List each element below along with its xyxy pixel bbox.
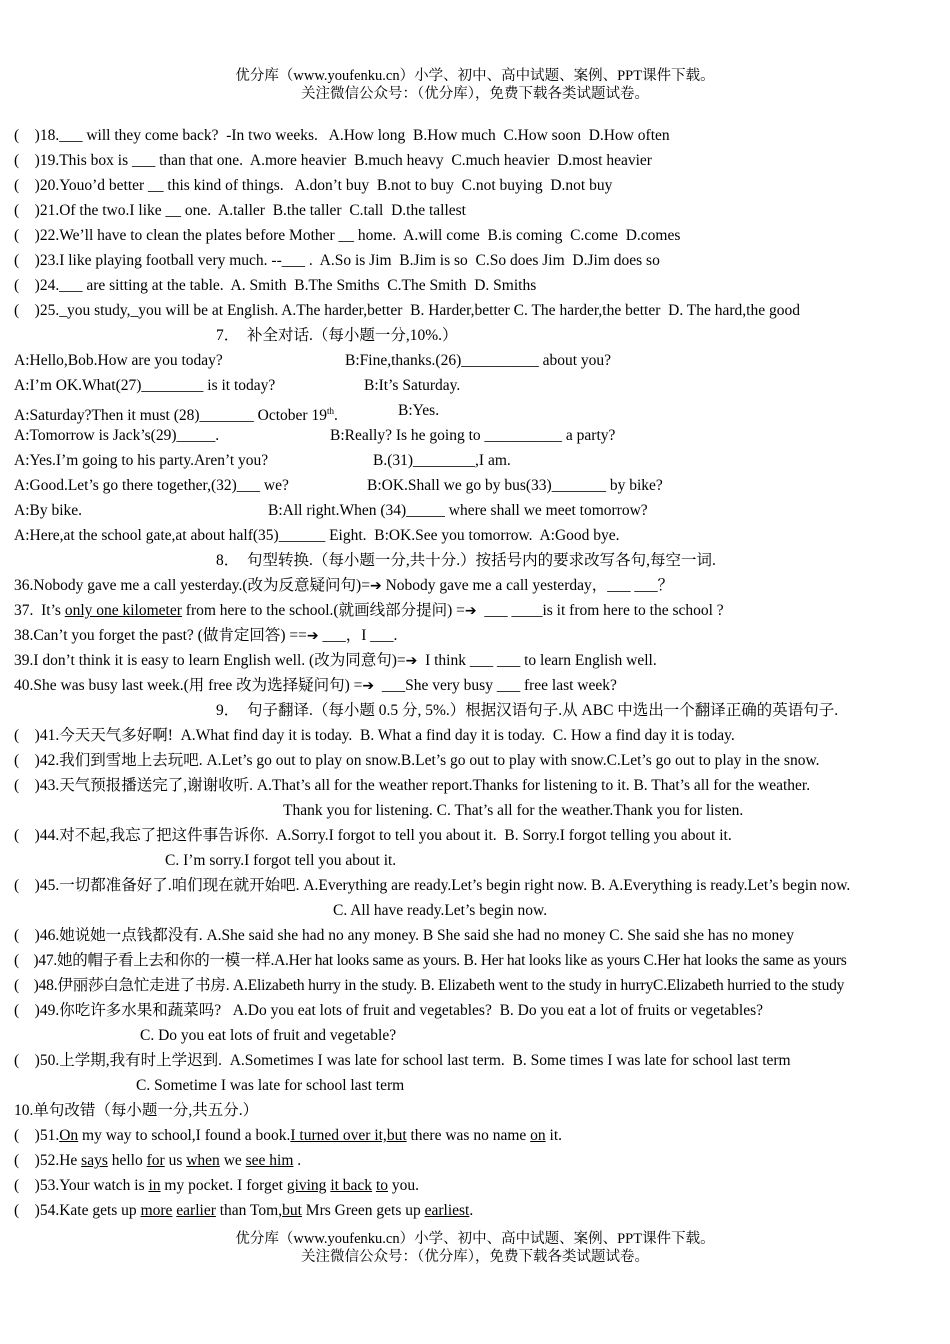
question-49-cont: C. Do you eat lots of fruit and vegetable? bbox=[140, 1027, 397, 1044]
question-48: ( )48.伊丽莎白急忙走进了书房. A.Elizabeth hurry in the study. B. Elizabeth went to the study in hurryC.Elizabeth hurried to the study bbox=[14, 977, 845, 994]
section-8-heading: 8． 句型转换.（每小题一分,共十分.）按括号内的要求改写各句,每空一词. bbox=[216, 552, 716, 569]
question-45-cont: C. All have ready.Let’s begin now. bbox=[333, 902, 548, 919]
footer-line-1: 优分库（www.youfenku.cn）小学、初中、高中试题、案例、PPT课件下载。 bbox=[235, 1231, 715, 1247]
dialog-b-3: B:Yes. bbox=[398, 402, 440, 419]
question-19: ( )19.This box is ___ than that one. A.more heavier B.much heavy C.much heavier D.most heavier bbox=[14, 152, 652, 169]
dialog-a-5: A:Yes.I’m going to his party.Aren’t you? bbox=[14, 452, 269, 469]
question-21: ( )21.Of the two.I like __ one. A.taller B.the taller C.tall D.the tallest bbox=[14, 202, 466, 219]
question-50-cont: C. Sometime I was late for school last term bbox=[136, 1077, 405, 1094]
question-52: ( )52.He says hello for us when we see him . bbox=[14, 1152, 302, 1169]
section-10-heading: 10.单句改错（每小题一分,共五分.） bbox=[14, 1102, 259, 1119]
question-43-cont: Thank you for listening. C. That’s all for the weather.Thank you for listen. bbox=[283, 802, 744, 819]
section-7-heading: 7． 补全对话.（每小题一分,10%.） bbox=[216, 327, 458, 344]
arrow-icon: ➔ bbox=[362, 678, 375, 694]
dialog-b-4: B:Really? Is he going to __________ a party? bbox=[330, 427, 616, 444]
question-37: 37. It’s only one kilometer from here to the school.(就画线部分提问) =➔ ___ ____is it from here to the school ? bbox=[14, 602, 724, 619]
question-36: 36.Nobody gave me a call yesterday.(改为反意疑问句)=➔ Nobody gave me a call yesterday，___ ___？ bbox=[14, 577, 674, 594]
question-23: ( )23.I like playing football very much. --___ . A.So is Jim B.Jim is so C.So does Jim D.Jim does so bbox=[14, 252, 660, 269]
dialog-b-1: B:Fine,thanks.(26)__________ about you? bbox=[345, 352, 612, 369]
question-45: ( )45.一切都准备好了.咱们现在就开始吧. A.Everything are ready.Let’s begin right now. B. A.Everything is ready.Let’s begin now. bbox=[14, 877, 851, 894]
question-22: ( )22.We’ll have to clean the plates before Mother __ home. A.will come B.is coming C.come D.comes bbox=[14, 227, 681, 244]
question-18: ( )18.___ will they come back? -In two weeks. A.How long B.How much C.How soon D.How often bbox=[14, 127, 670, 144]
question-25: ( )25._you study,_you will be at English. A.The harder,better B. Harder,better C. The harder,the better D. The hard,the good bbox=[14, 302, 800, 319]
question-43: ( )43.天气预报播送完了,谢谢收听. A.That’s all for the weather report.Thanks for listening to it. B. That’s all for the weather. bbox=[14, 777, 811, 794]
dialog-a-4: A:Tomorrow is Jack’s(29)_____. bbox=[14, 427, 220, 444]
question-50: ( )50.上学期,我有时上学迟到. A.Sometimes I was late for school last term. B. Some times I was late for school last term bbox=[14, 1052, 791, 1069]
header-line-2: 关注微信公众号：（优分库），免费下载各类试题试卷。 bbox=[301, 86, 649, 102]
question-41: ( )41.今天天气多好啊! A.What find day it is today. B. What a find day it is today. C. How a find day it is today. bbox=[14, 727, 735, 744]
question-54: ( )54.Kate gets up more earlier than Tom,but Mrs Green gets up earliest. bbox=[14, 1202, 474, 1219]
question-46: ( )46.她说她一点钱都没有. A.She said she had no any money. B She said she had no money C. She said she has no money bbox=[14, 927, 794, 944]
question-39: 39.I don’t think it is easy to learn English well. (改为同意句)=➔ I think ___ ___ to learn English well. bbox=[14, 652, 657, 669]
dialog-a-1: A:Hello,Bob.How are you today? bbox=[14, 352, 223, 369]
question-38: 38.Can’t you forget the past? (做肯定回答) ==➔ ___，I ___. bbox=[14, 627, 398, 644]
arrow-icon: ➔ bbox=[405, 653, 418, 669]
question-51: ( )51.On my way to school,I found a book.I turned over it,but there was no name on it. bbox=[14, 1127, 563, 1144]
dialog-a-6: A:Good.Let’s go there together,(32)___ we? bbox=[14, 477, 289, 494]
dialog-a-8: A:Here,at the school gate,at about half(35)______ Eight. B:OK.See you tomorrow. A:Good bye. bbox=[14, 527, 620, 544]
question-53: ( )53.Your watch is in my pocket. I forget giving it back to you. bbox=[14, 1177, 419, 1194]
footer-line-2: 关注微信公众号：（优分库），免费下载各类试题试卷。 bbox=[301, 1249, 649, 1265]
dialog-b-5: B.(31)________,I am. bbox=[373, 452, 511, 469]
question-44-cont: C. I’m sorry.I forgot tell you about it. bbox=[165, 852, 397, 869]
dialog-b-7: B:All right.When (34)_____ where shall we meet tomorrow? bbox=[268, 502, 648, 519]
question-42: ( )42.我们到雪地上去玩吧. A.Let’s go out to play on snow.B.Let’s go out to play with snow.C.Let’s go out to play in the snow. bbox=[14, 752, 820, 769]
dialog-b-2: B:It’s Saturday. bbox=[364, 377, 461, 394]
question-20: ( )20.Youo’d better __ this kind of things. A.don’t buy B.not to buy C.not buying D.not buy bbox=[14, 177, 613, 194]
question-40: 40.She was busy last week.(用 free 改为选择疑问句) =➔ ___She very busy ___ free last week? bbox=[14, 677, 617, 694]
dialog-a-3: A:Saturday?Then it must (28)_______ October 19th. bbox=[14, 406, 338, 425]
dialog-a-7: A:By bike. bbox=[14, 502, 83, 519]
question-47: ( )47.她的帽子看上去和你的一模一样.A.Her hat looks same as yours. B. Her hat looks like as yours C.Her hat looks the same as yours bbox=[14, 952, 847, 969]
dialog-b-6: B:OK.Shall we go by bus(33)_______ by bike? bbox=[367, 477, 663, 494]
arrow-icon: ➔ bbox=[464, 603, 477, 619]
section-9-heading: 9． 句子翻译.（每小题 0.5 分, 5%.）根据汉语句子.从 ABC 中选出一个翻译正确的英语句子. bbox=[216, 702, 839, 719]
arrow-icon: ➔ bbox=[369, 578, 382, 594]
dialog-a-2: A:I’m OK.What(27)________ is it today? bbox=[14, 377, 276, 394]
header-line-1: 优分库（www.youfenku.cn）小学、初中、高中试题、案例、PPT课件下载。 bbox=[235, 68, 715, 84]
arrow-icon: ➔ bbox=[306, 628, 319, 644]
question-44: ( )44.对不起,我忘了把这件事告诉你. A.Sorry.I forgot to tell you about it. B. Sorry.I forgot telling you about it. bbox=[14, 827, 732, 844]
question-49: ( )49.你吃许多水果和蔬菜吗? A.Do you eat lots of fruit and vegetables? B. Do you eat a lot of fruits or vegetables? bbox=[14, 1002, 764, 1019]
question-24: ( )24.___ are sitting at the table. A. Smith B.The Smiths C.The Smith D. Smiths bbox=[14, 277, 537, 294]
